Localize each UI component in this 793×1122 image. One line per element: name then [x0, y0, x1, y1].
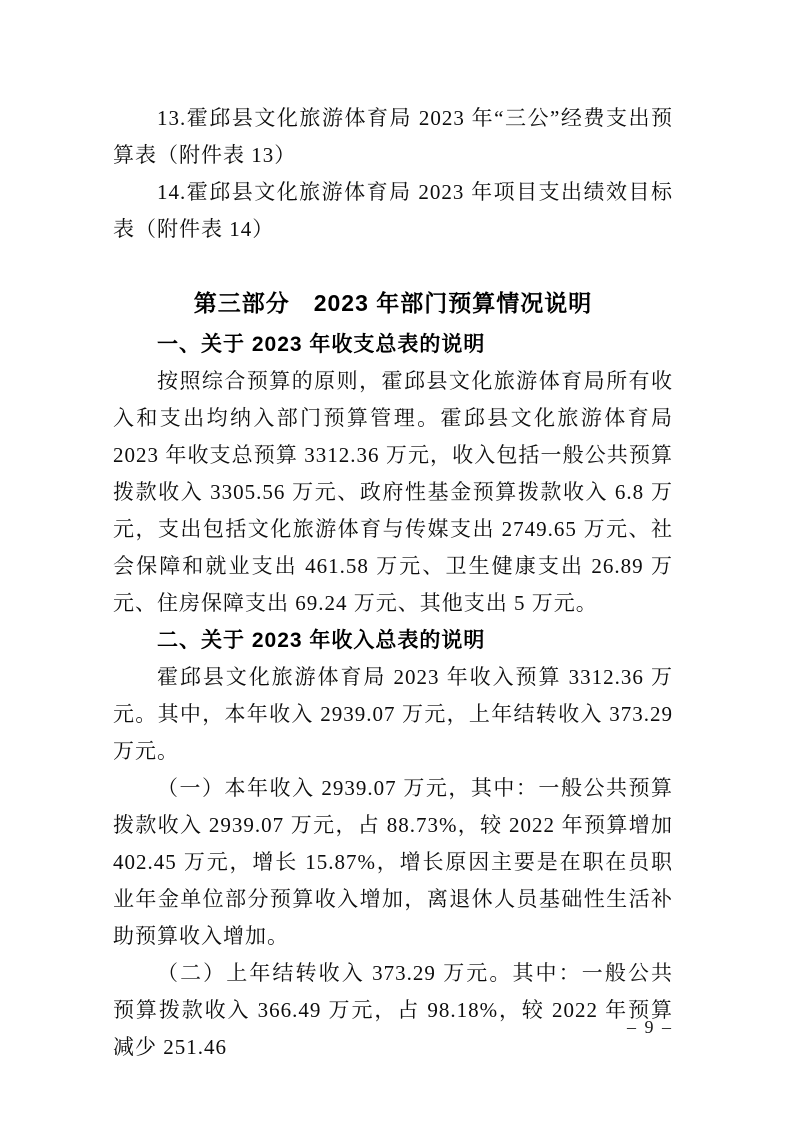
section-1-paragraph-1: 按照综合预算的原则，霍邱县文化旅游体育局所有收入和支出均纳入部门预算管理。霍邱县文化旅游体育局 2023 年收支总预算 3312.36 万元，收入包括一般公共预算拨款收入 3305.56 万元、政府性基金预算拨款收入 6.8 万元，支出包括文化旅游体育与传媒支出 2749.65 万元、社会保障和就业支出 461.58 万元、卫生健康支出 26.89 万元、住房保障支出 69.24 万元、其他支出 5 万元。	[113, 369, 673, 615]
attachment-list-item-14: 14.霍邱县文化旅游体育局 2023 年项目支出绩效目标表（附件表 14）	[113, 180, 673, 241]
section-2-paragraph-2: （一）本年收入 2939.07 万元，其中：一般公共预算拨款收入 2939.07 万元，占 88.73%，较 2022 年预算增加 402.45 万元，增长 15.87%，增长原因主要是在职在员职业年金单位部分预算收入增加，离退休人员基础性生活补助预算收入增加。	[113, 776, 673, 948]
attachment-list-item-13: 13.霍邱县文化旅游体育局 2023 年“三公”经费支出预算表（附件表 13）	[113, 106, 673, 167]
section-1-subheading: 一、关于 2023 年收支总表的说明	[157, 333, 486, 356]
page-content	[113, 100, 673, 1066]
section-2-paragraph-1: 霍邱县文化旅游体育局 2023 年收入预算 3312.36 万元。其中，本年收入 2939.07 万元，上年结转收入 373.29 万元。	[113, 665, 673, 763]
section-2-subheading: 二、关于 2023 年收入总表的说明	[157, 629, 486, 652]
part-heading: 第三部分 2023 年部门预算情况说明	[193, 290, 593, 316]
page-number: – 9 –	[627, 1017, 673, 1037]
section-2-paragraph-3: （二）上年结转收入 373.29 万元。其中：一般公共预算拨款收入 366.49 万元，占 98.18%，较 2022 年预算减少 251.46	[113, 961, 673, 1059]
